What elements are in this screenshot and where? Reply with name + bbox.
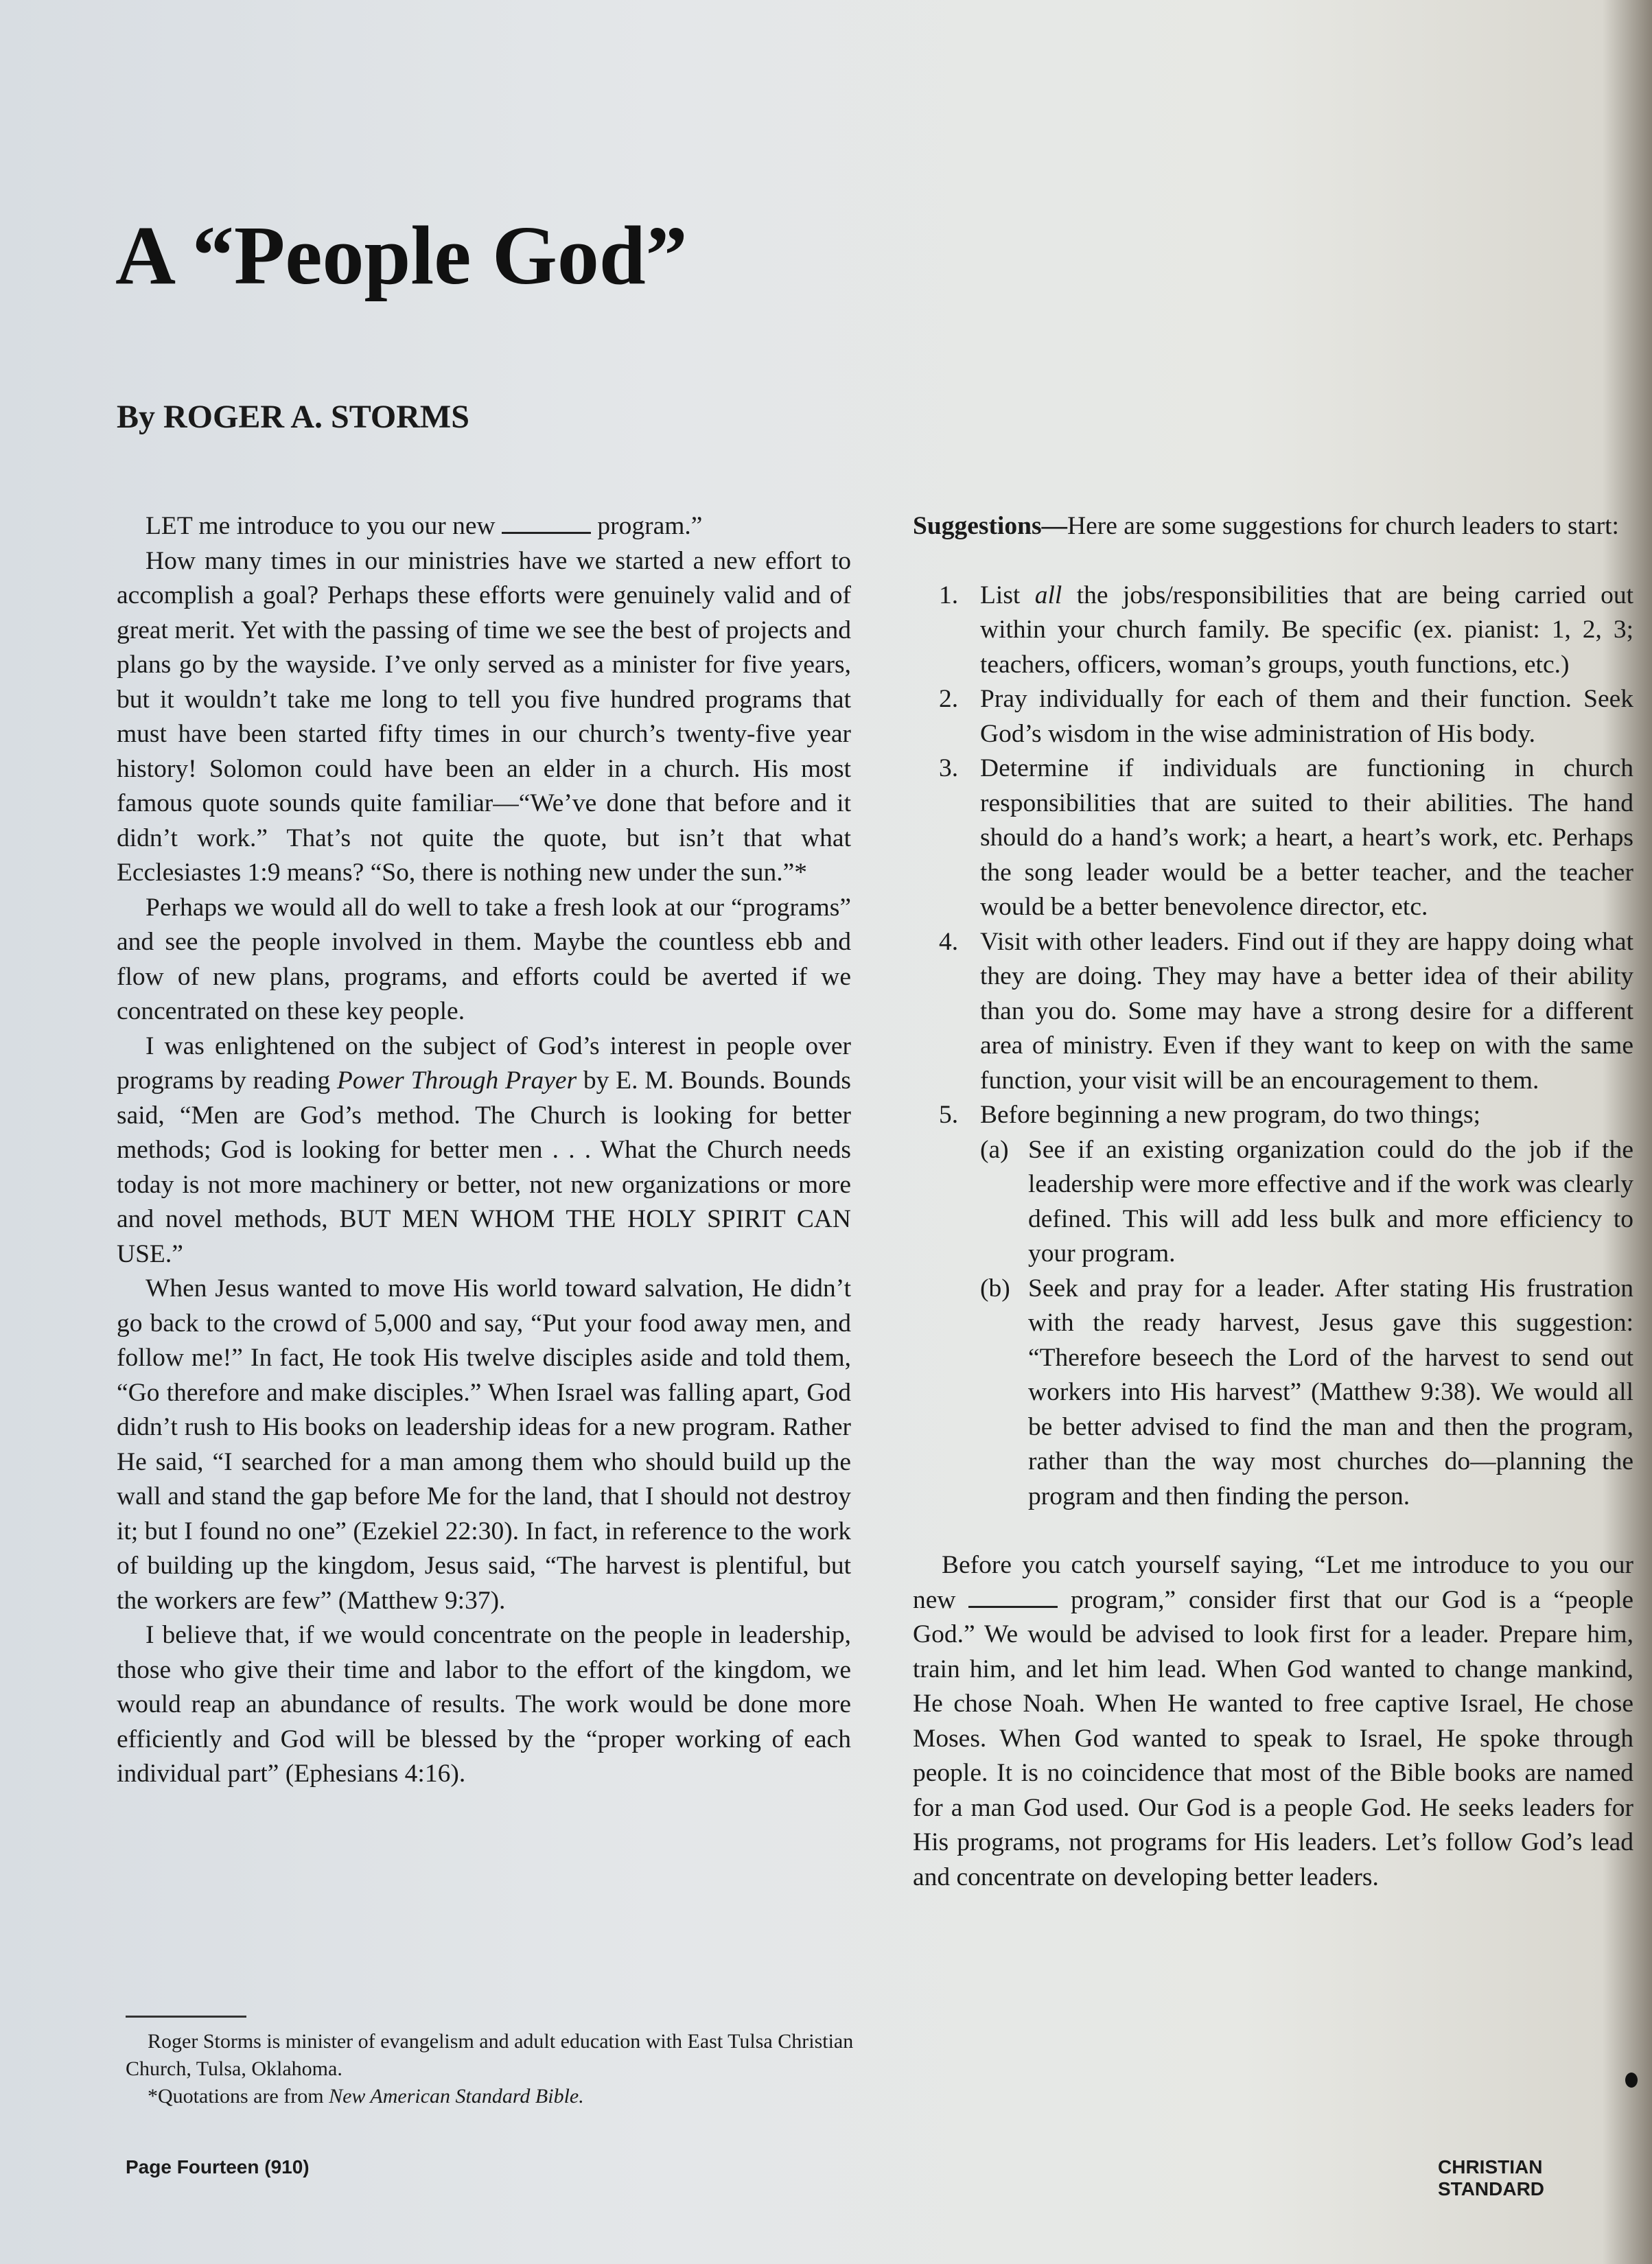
author-bio: Roger Storms is minister of evangelism and adult education with East Tulsa Christian Church, Tulsa, Oklahoma. (126, 2030, 854, 2080)
sub-list (980, 1133, 1633, 1515)
suggestions-intro: Suggestions—Here are some suggestions for church leaders to start: (913, 512, 1619, 540)
list-item: 3. Determine if individuals are functioning in church responsibilities that are suited to their abilities. The hand should do a hand’s work; a heart, a heart’s work, etc. Perhaps the song leader would be a better teacher, and the teacher would be a better benevolence director, etc. (939, 754, 1633, 921)
book-title: Power Through Prayer (336, 1066, 577, 1095)
sub-list-item: (a) See if an existing organization could do the job if the leadership were more effective and if the work was clearly defined. This will add less bulk and more efficiency to your program. (980, 1135, 1633, 1268)
paragraph-4: I was enlightened on the subject of God’s interest in people over programs by reading Power Through Prayer by E. M. Bounds. Bounds said, “Men are God’s method. The Church is looking for better methods; God is looking for better men . . . What the Church needs today is not more machinery or better, not new organizations or more and novel methods, BUT MEN WHOM THE HOLY SPIRIT CAN USE.” (117, 1031, 851, 1268)
right-column (913, 509, 1633, 1895)
paragraph-1: LET me introduce to you our new program.” (146, 512, 703, 540)
list-item: 4. Visit with other leaders. Find out if they are happy doing what they are doing. They may have a better idea of their ability than you do. Some may have a strong desire for a different area of ministry. Even if they want to keep on with the same function, your visit will be an encouragement to them. (939, 927, 1633, 1095)
byline: By ROGER A. STORMS (117, 399, 469, 435)
left-column (117, 509, 851, 1792)
paragraph-6: I believe that, if we would concentrate on the people in leadership, those who give their time and labor to the effort of the kingdom, we would reap an abundance of results. The work would be done more efficiently and God will be blessed by the “proper working of each individual part” (Ephesians 4:16). (117, 1621, 851, 1788)
paragraph-2: How many times in our ministries have we started a new effort to accomplish a goal? Perhaps these efforts were genuinely valid and of great merit. Yet with the passing of time we see the best of projects and plans go by the wayside. I’ve only served as a minister for five years, but it wouldn’t take me long to tell you five hundred programs that must have been started fifty times in our church’s twenty-five year history! Solomon could have been an elder in a church. His most famous quote sounds quite familiar—“We’ve done that before and it didn’t work.” That’s not quite the quote, but isn’t that what Ecclesiastes 1:9 means? “So, there is nothing new under the sun.”* (117, 546, 851, 887)
closing-paragraph: Before you catch yourself saying, “Let me introduce to you our new program,” consider first that our God is a “people God.” We would be advised to look first for a leader. Prepare him, train him, and let him lead. When God wanted to change mankind, He chose Noah. When He wanted to free captive Israel, He chose Moses. When God wanted to speak to Israel, He spoke through people. It is no coincidence that most of the Bible books are named for a man God used. Our God is a people God. He seeks leaders for His programs, not programs for His leaders. Let’s follow God’s lead and concentrate on developing better leaders. (913, 1551, 1634, 1891)
end-mark (1625, 2073, 1638, 2088)
quotation-note: *Quotations are from New American Standard Bible. (148, 2085, 584, 2108)
suggestions-list (913, 579, 1633, 1515)
list-item: 5. Before beginning a new program, do two things; (a) See if an existing organization could do the job if the leadership were more effective and if the work was clearly defined. This will add less bulk and more efficiency to your program. (b) Seek and pray for a leader. After stating His frustration with the ready harvest, Jesus gave this suggestion: “Therefore beseech the Lord of the harvest to send out workers into His harvest” (Matthew 9:38). We would all be better advised to find the man and then the program, rather than the way most churches do—planning the program and then finding the person. (913, 1098, 1633, 1514)
publication-name: CHRISTIAN STANDARD (1438, 2156, 1545, 2199)
footnote-rule (126, 2016, 246, 2018)
blank-line (502, 513, 591, 534)
list-item: 2. Pray individually for each of them and their function. Seek God’s wisdom in the wise administration of His body. (939, 685, 1633, 748)
footnote (126, 2028, 860, 2110)
list-item: 1. List all the jobs/responsibilities that are being carried out within your church family. Be specific (ex. pianist: 1, 2, 3; teachers, officers, woman’s groups, youth functions, etc.) (939, 581, 1634, 679)
page-number: Page Fourteen (910) (126, 2156, 310, 2178)
paragraph-5: When Jesus wanted to move His world toward salvation, He didn’t go back to the crowd of 5,000 and say, “Put your food away men, and follow me!” In fact, He took His twelve disciples aside and told them, “Go therefore and make disciples.” When Israel was falling apart, God didn’t rush to His books on leadership ideas for a new program. Rather He said, “I searched for a man among them who should build up the wall and stand the gap before Me for the land, that I should not destroy it; but I found no one” (Ezekiel 22:30). In fact, in reference to the work of building up the kingdom, Jesus said, “The harvest is plentiful, but the workers are few” (Matthew 9:37). (117, 1274, 851, 1615)
blank-line (968, 1587, 1058, 1608)
sub-list-item: (b) Seek and pray for a leader. After stating His frustration with the ready harvest, Jesus gave this suggestion: “Therefore beseech the Lord of the harvest to send out workers into His harvest” (Matthew 9:38). We would all be better advised to find the man and then the program, rather than the way most churches do—planning the program and then finding the person. (980, 1274, 1633, 1510)
paragraph-3: Perhaps we would all do well to take a fresh look at our “programs” and see the people involved in them. Maybe the countless ebb and flow of new plans, programs, and efforts could be averted if we concentrated on these key people. (117, 893, 851, 1025)
article-title: A “People God” (115, 209, 688, 302)
